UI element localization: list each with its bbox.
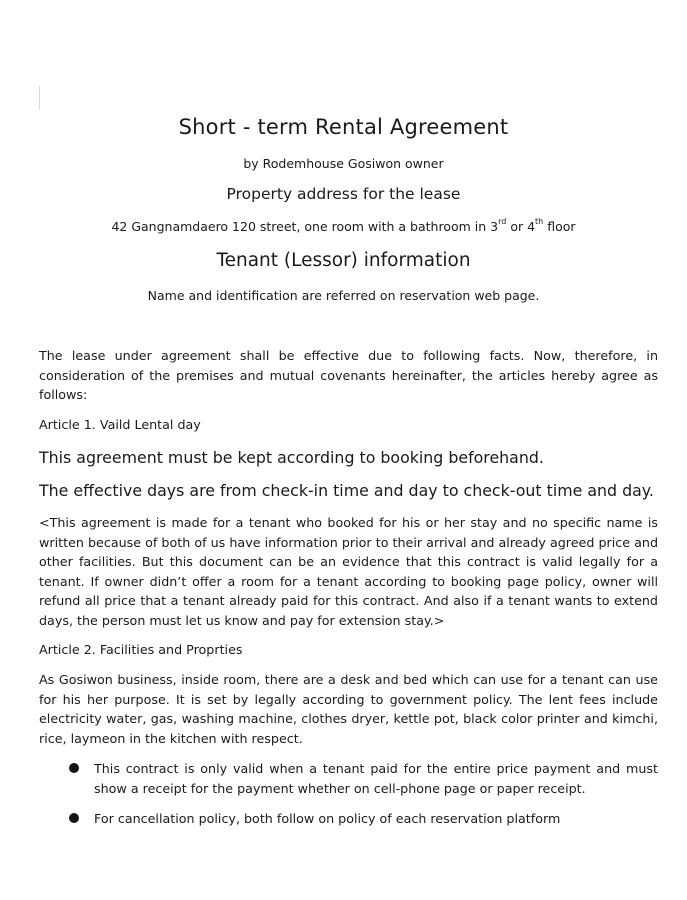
byline: by Rodemhouse Gosiwon owner: [243, 156, 444, 171]
article-2-bullets: [39, 759, 658, 840]
list-item: This contract is only valid when a tenant paid for the entire price payment and must show a receipt for the payment whether on cell-phone page or paper receipt.: [39, 759, 658, 798]
article-2-paragraph: As Gosiwon business, inside room, there are a desk and bed which can use for a tenant can use for his her purpose. It is set by legally according to government policy. The lent fees include electricity water, gas, washing machine, clothes dryer, kettle pot, black color printer and kimchi, rice, laymeon in the kitchen with respect.: [39, 672, 658, 746]
tenant-heading: Tenant (Lessor) information: [216, 250, 471, 271]
article-1-note: <This agreement is made for a tenant who booked for his or her stay and no specific name is written because of both of us have information prior to their arrival and already agreed price and other facilities. But this document can be an evidence that this contract is valid legally for a tenant. If owner didn’t offer a room for a tenant according to booking page policy, owner will refund all price that a tenant already paid for this contract. And also if a tenant wants to extend days, the person must let us know and pay for extension stay.>: [39, 515, 658, 628]
bullet-icon: [69, 813, 79, 823]
list-item: For cancellation policy, both follow on policy of each reservation platform: [39, 809, 658, 829]
intro-paragraph: The lease under agreement shall be effective due to following facts. Now, therefore, in consideration of the premises and mutual covenants hereinafter, the articles hereby agree as follows:: [39, 348, 658, 402]
article-2-heading: Article 2. Facilities and Proprties: [39, 642, 243, 657]
tenant-note: Name and identification are referred on reservation web page.: [147, 288, 540, 303]
document-title: Short - term Rental Agreement: [178, 115, 509, 139]
property-address: 42 Gangnamdaero 120 street, one room with a bathroom in 3rd or 4th floor: [111, 217, 576, 234]
bullet-icon: [69, 763, 79, 773]
margin-marker: [39, 86, 40, 110]
property-heading: Property address for the lease: [226, 185, 461, 203]
article-1-heading: Article 1. Vaild Lental day: [39, 417, 201, 432]
article-1-line-2: The effective days are from check-in time and day to check-out time and day.: [39, 481, 654, 500]
article-1-line-1: This agreement must be kept according to booking beforehand.: [39, 448, 544, 467]
